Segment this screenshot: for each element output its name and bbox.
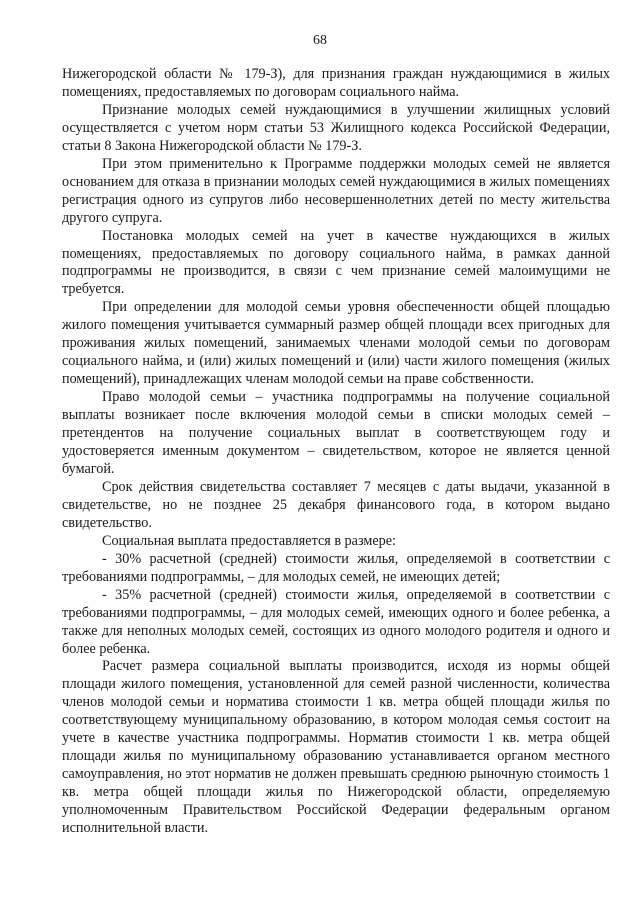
- page-number: 68: [313, 33, 327, 48]
- paragraph: Расчет размера социальной выплаты производится, исходя из нормы общей площади жилого помещения, установленной для семей разной численности, количества членов молодой семьи и норматива стоимости 1 кв. метра общей площади жилья по соответствующему муниципальному образованию, в котором молодая семья состоит на учете в качестве участника подпрограммы. Норматив стоимости 1 кв. метра общей площади жилья по муниципальному образованию устанавливается органом местного самоуправления, но этот норматив не должен превышать среднюю рыночную стоимость 1 кв. метра общей площади жилья по Нижегородской области, определяемую уполномоченным Правительством Российской Федерации федеральным органом исполнительной власти.: [62, 658, 610, 837]
- paragraph: При определении для молодой семьи уровня обеспеченности общей площадью жилого помещения учитывается суммарный размер общей площади всех пригодных для проживания жилых помещений, занимаемых членами молодой семьи по договорам социального найма, и (или) жилых помещений и (или) части жилого помещения (жилых помещений), принадлежащих членам молодой семьи на праве собственности.: [62, 299, 610, 388]
- paragraph: Срок действия свидетельства составляет 7 месяцев с даты выдачи, указанной в свидетельстве, но не позднее 25 декабря финансового года, в котором выдано свидетельство.: [62, 478, 610, 531]
- paragraph: Социальная выплата предоставляется в размере:: [102, 532, 396, 549]
- paragraph: При этом применительно к Программе поддержки молодых семей не является основанием для отказа в признании молодых семей нуждающимися в жилых помещениях регистрация одного из супругов либо несовершеннолетних детей по месту жительства другого супруга.: [62, 155, 610, 226]
- paragraph: Постановка молодых семей на учет в качестве нуждающихся в жилых помещениях, предоставляемых по договору социального найма, в рамках данной подпрограммы не производится, в связи с чем признание семей малоимущими не требуется.: [62, 227, 610, 298]
- paragraph-continuation: Нижегородской области № 179-З), для признания граждан нуждающимися в жилых помещениях, предоставляемых по договорам социального найма.: [62, 66, 610, 100]
- list-item: - 30% расчетной (средней) стоимости жилья, определяемой в соответствии с требованиями подпрограммы, – для молодых семей, не имеющих детей;: [62, 550, 610, 585]
- document-body: [62, 66, 610, 838]
- paragraph: Признание молодых семей нуждающимися в улучшении жилищных условий осуществляется с учетом норм статьи 53 Жилищного кодекса Российской Федерации, статьи 8 Закона Нижегородской области № 179-З.: [62, 101, 610, 154]
- list-item: - 35% расчетной (средней) стоимости жилья, определяемой в соответствии с требованиями подпрограммы, – для молодых семей, имеющих одного и более ребенка, а также для неполных молодых семей, состоящих из одного молодого родителя и одного и более ребенка.: [62, 586, 610, 657]
- paragraph: Право молодой семьи – участника подпрограммы на получение социальной выплаты возникает после включения молодой семьи в списки молодых семей – претендентов на получение социальных выплат в соответствующем году и удостоверяется именным документом – свидетельством, которое не является ценной бумагой.: [62, 389, 610, 477]
